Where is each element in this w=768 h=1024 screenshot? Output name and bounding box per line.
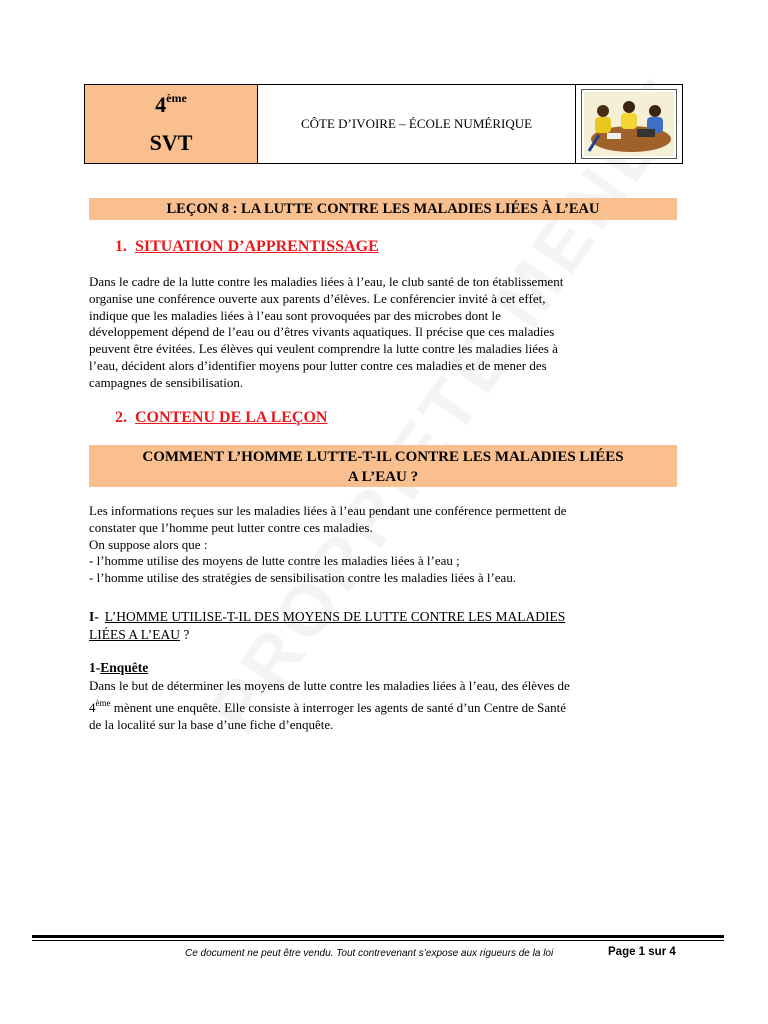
paragraph-line: de la localité sur la base d’une fiche d’enquête. xyxy=(89,716,334,732)
section-1-number: 1. xyxy=(115,238,127,255)
part-1-heading xyxy=(89,608,677,644)
paragraph-line: organise une conférence ouverte aux parents d’élèves. Le conférencier invité à cet effet, xyxy=(89,290,546,306)
school-cell xyxy=(258,85,576,163)
situation-paragraph xyxy=(89,274,677,392)
paragraph-line: constater que l’homme peut lutter contre ces maladies. xyxy=(89,519,373,535)
section-1-title: SITUATION D’APPRENTISSAGE xyxy=(135,238,379,255)
grade-suffix: ème xyxy=(166,91,187,105)
paragraph-line: campagnes de sensibilisation. xyxy=(89,374,244,390)
question-line: A L’EAU ? xyxy=(347,469,419,485)
paragraph-text: mènent une enquête. Elle consiste à interroger les agents de santé d’un Centre de Santé xyxy=(110,699,567,715)
enquete-paragraph xyxy=(89,678,677,733)
section-2-heading xyxy=(115,409,327,427)
grade-subject-cell xyxy=(85,85,258,163)
hypotheses-paragraph xyxy=(89,503,677,587)
paragraph-line: développement dépend de l’eau ou d’êtres vivants aquatiques. Il précise que ces maladies xyxy=(89,324,555,340)
part-1-title-line1: L’HOMME UTILISE-T-IL DES MOYENS DE LUTTE CONTRE LES MALADIES xyxy=(104,609,566,624)
grade-level xyxy=(155,92,187,116)
paragraph-line: peuvent être évitées. Les élèves qui veulent comprendre la lutte contre les maladies liées à xyxy=(89,341,558,357)
header-table xyxy=(84,84,683,164)
part-1-title-line2: LIÉES A L’EAU xyxy=(89,627,180,642)
page-number: Page 1 sur 4 xyxy=(608,946,676,958)
hypothesis-item: - l’homme utilise des moyens de lutte contre les maladies liées à l’eau ; xyxy=(89,553,460,569)
paragraph-line: Dans le but de déterminer les moyens de lutte contre les maladies liées à l’eau, des élèves de xyxy=(89,678,570,693)
paragraph-line: Dans le cadre de la lutte contre les maladies liées à l’eau, le club santé de ton établissement xyxy=(89,274,564,289)
section-1-heading xyxy=(115,238,379,256)
grade-inline-suffix: ème xyxy=(95,697,111,708)
lesson-title: LEÇON 8 : LA LUTTE CONTRE LES MALADIES LIÉES À L’EAU xyxy=(89,198,677,220)
grade-number: 4 xyxy=(155,92,167,117)
question-line: COMMENT L’HOMME LUTTE-T-IL CONTRE LES MALADIES LIÉES xyxy=(142,449,624,465)
grade-inline-number: 4 xyxy=(89,699,96,715)
section-2-title: CONTENU DE LA LEÇON xyxy=(135,409,328,426)
school-name: CÔTE D’IVOIRE – ÉCOLE NUMÉRIQUE xyxy=(300,116,533,131)
hypothesis-item: - l’homme utilise des stratégies de sensibilisation contre les maladies liées à l’eau. xyxy=(89,570,517,586)
enquete-number: 1- xyxy=(89,660,101,675)
section-2-number: 2. xyxy=(115,409,127,426)
subject-label: SVT xyxy=(149,130,193,155)
part-1-title-end: ? xyxy=(180,627,190,642)
enquete-title: Enquête xyxy=(100,660,149,675)
footer-divider-thin xyxy=(32,940,724,941)
logo-cell xyxy=(576,85,682,163)
paragraph-line: l’eau, décident alors d’identifier moyens pour lutter contre ces maladies et de mener des xyxy=(89,357,547,373)
central-question xyxy=(89,445,677,487)
paragraph-line: On suppose alors que : xyxy=(89,536,208,552)
footer-legal-note: Ce document ne peut être vendu. Tout contrevenant s’expose aux rigueurs de la loi xyxy=(185,948,554,959)
paragraph-line: indique que les maladies liées à l’eau sont provoquées par des microbes dont le xyxy=(89,307,501,323)
paragraph-line xyxy=(89,695,677,717)
enquete-heading xyxy=(89,660,148,676)
part-1-number: I- xyxy=(89,609,99,624)
paragraph-line: Les informations reçues sur les maladies liées à l’eau pendant une conférence permettent de xyxy=(89,503,567,518)
footer-divider xyxy=(32,935,724,938)
students-at-table-illustration-icon xyxy=(581,89,677,159)
